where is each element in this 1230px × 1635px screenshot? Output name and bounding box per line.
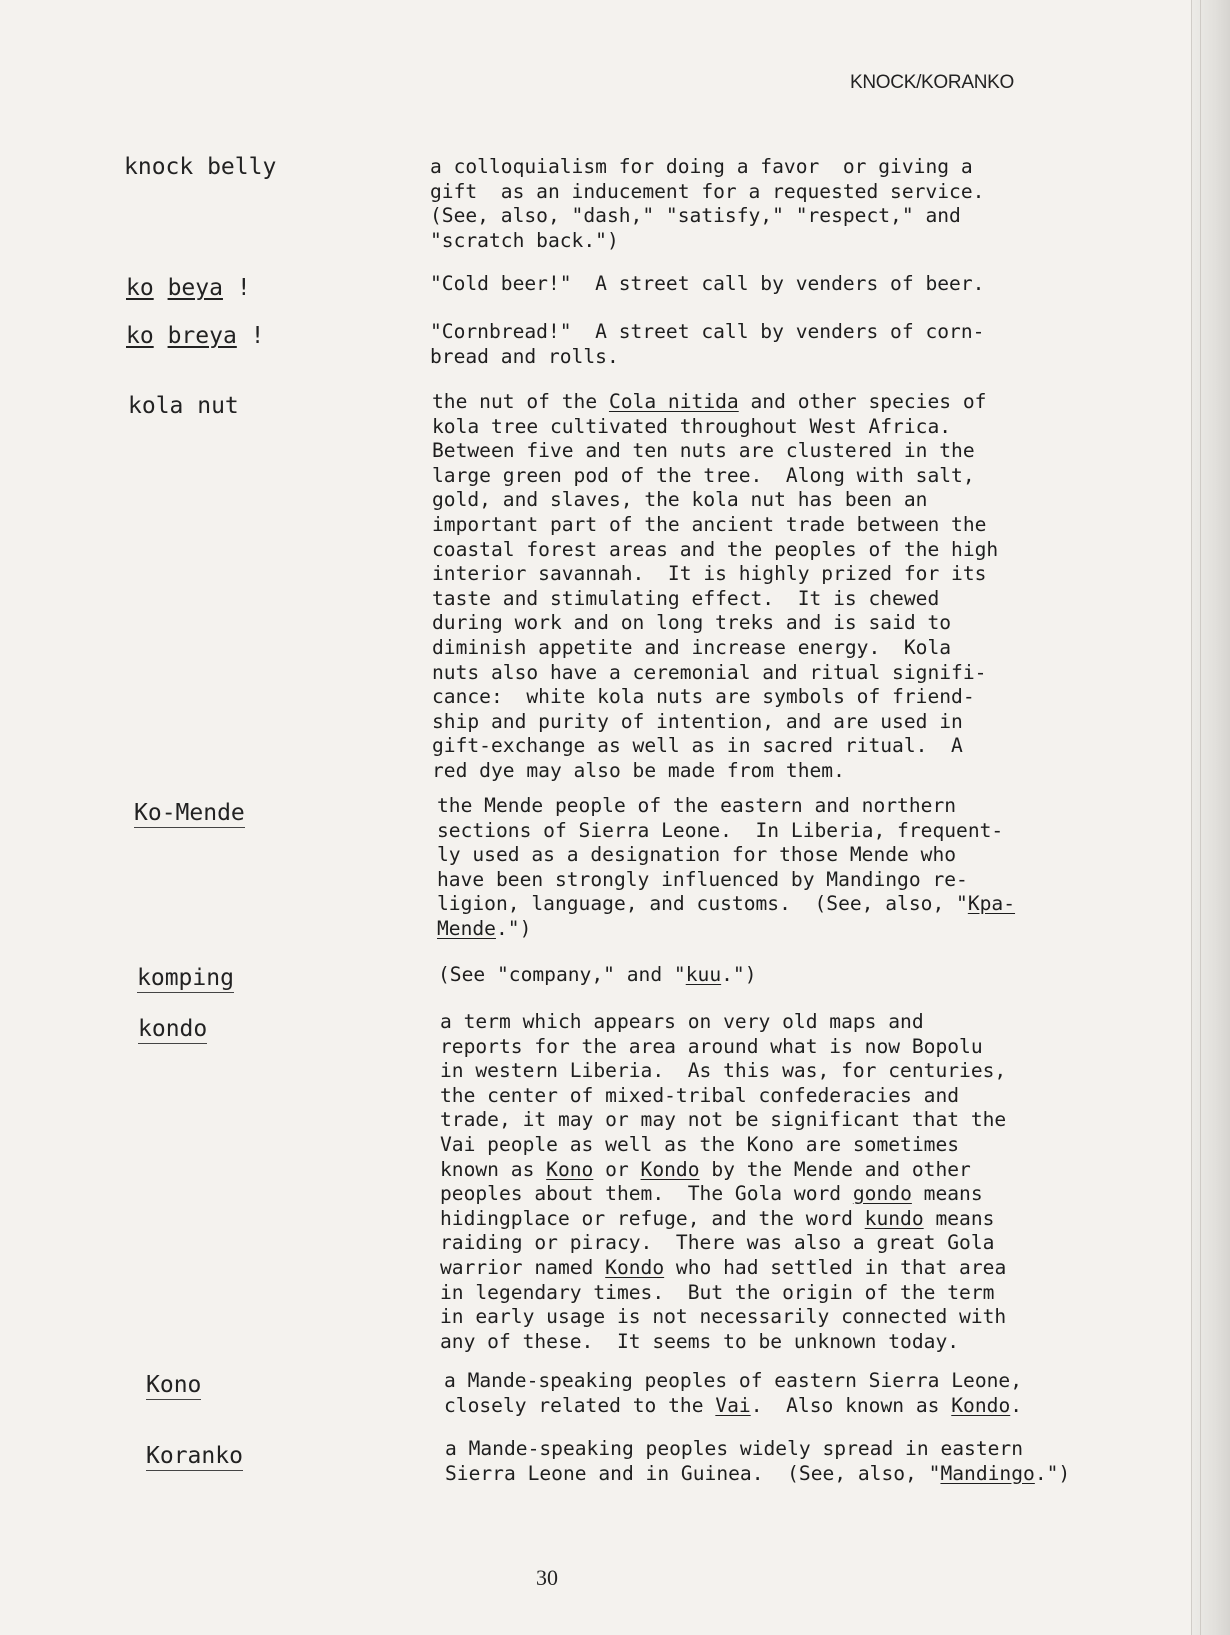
definition-line: the nut of the [432,390,609,413]
definition-line: gold, and slaves, the kola nut has been an [432,488,928,512]
definition-line: bread and rolls. [430,344,619,368]
definition-line: ship and purity of intention, and are used in [432,709,963,733]
entry-definition-ko-beya: "Cold beer!" A street call by venders of beer. [430,272,985,295]
definition-line: .") [721,963,757,986]
entry-definition-koranko [445,1437,1070,1486]
definition-line: gift as an inducement for a requested service. [430,179,985,203]
definition-line: by the Mende and other [699,1157,971,1181]
definition-line: warrior named [440,1255,606,1279]
definition-line: large green pod of the tree. Along with salt, [432,463,975,487]
definition-line: red dye may also be made from them. [432,758,845,782]
definition-line: means [923,1206,995,1230]
definition-line: . Also known as [750,1393,952,1417]
page-number: 30 [536,1565,558,1590]
definition-line: .") [1034,1461,1071,1485]
entry-definition-kono [444,1369,1022,1418]
cross-reference: Kondo [640,1157,700,1181]
term-part: breya [167,323,237,349]
entry-term-kono: Kono [146,1372,202,1398]
running-head: KNOCK/KORANKO [850,72,1014,93]
cross-reference: Kondo [605,1255,665,1279]
cross-reference: gondo [852,1182,912,1206]
entry-definition-komping [438,963,757,988]
entry-definition-ko-mende [437,794,1015,942]
definition-line: a term which appears on very old maps and [440,1010,924,1033]
entry-term-kondo: kondo [138,1016,208,1042]
definition-line: the Mende people of the eastern and northern [437,794,957,817]
definition-line: raiding or piracy. There was also a great Gola [440,1231,995,1255]
definition-line: ly used as a designation for those Mende who [437,843,957,867]
entry-definition-kola-nut [432,390,998,784]
entry-definition-knock-belly [430,155,984,253]
definition-line: ligion, language, and customs. (See, also, " [437,892,968,916]
definition-line: nuts also have a ceremonial and ritual signifi- [432,660,987,684]
entry-term-kola-nut: kola nut [128,393,239,419]
cross-reference: Kondo [951,1393,1011,1417]
definition-line: important part of the ancient trade between the [432,512,987,536]
definition-line: have been strongly influenced by Mandingo re- [437,867,968,891]
term-part: ! [236,275,251,301]
definition-line: any of these. It seems to be unknown today. [440,1329,960,1353]
entry-term-ko-breya [126,324,265,349]
definition-line: kola tree cultivated throughout West Africa. [432,414,952,438]
definition-line: during work and on long treks and is said to [432,611,952,635]
definition-line: sections of Sierra Leone. In Liberia, frequent- [437,818,1004,842]
definition-line: (See "company," and " [438,963,686,986]
definition-line: peoples about them. The Gola word [440,1182,853,1206]
definition-line: reports for the area around what is now Bopolu [440,1034,983,1058]
entry-term-ko-mende: Ko-Mende [134,800,245,826]
definition-line: means [911,1182,983,1206]
definition-line: trade, it may or may not be significant that the [440,1108,1007,1132]
definition-line: and other species of [738,390,987,413]
definition-line: a Mande-speaking peoples of eastern Sierra Leone, [444,1369,1023,1392]
cross-reference: kundo [864,1206,924,1230]
term-part: ! [250,323,265,349]
definition-line: in western Liberia. As this was, for centuries, [440,1059,1007,1083]
definition-line: "Cornbread!" A street call by venders of corn- [430,320,985,343]
page-edge [1191,0,1230,1635]
cross-reference: Mende [437,916,496,940]
entry-term-koranko: Koranko [146,1443,243,1469]
definition-line: .") [495,916,532,940]
definition-line: or [593,1157,641,1181]
definition-line: known as [440,1157,547,1181]
cross-reference: Kpa- [967,892,1016,916]
cross-reference: Mandingo [940,1461,1035,1485]
entry-term-ko-beya [126,276,251,301]
definition-line: who had settled in that area [664,1255,1007,1279]
definition-line: Between five and ten nuts are clustered in the [432,439,975,463]
entry-term-knock-belly: knock belly [124,154,277,180]
definition-line: in legendary times. But the origin of the term [440,1280,995,1304]
term-part: ko [126,323,154,349]
cross-reference: Vai [715,1393,751,1417]
cross-reference: Kono [546,1157,594,1181]
definition-line: interior savannah. It is highly prized for its [432,562,987,586]
definition-line: Vai people as well as the Kono are sometimes [440,1132,960,1156]
term-part: beya [167,275,223,301]
definition-line: (See, also, "dash," "satisfy," "respect," and [430,204,961,228]
definition-line: Sierra Leone and in Guinea. (See, also, " [445,1461,941,1485]
term-part: ko [126,275,154,301]
definition-line: coastal forest areas and the peoples of the high [432,537,999,561]
definition-line: hidingplace or refuge, and the word [440,1206,865,1230]
definition-line: gift-exchange as well as in sacred ritual. A [432,734,963,758]
definition-line: . [1010,1393,1023,1417]
definition-line: taste and stimulating effect. It is chewed [432,586,940,610]
definition-line: diminish appetite and increase energy. Kola [432,635,952,659]
cross-reference: kuu [685,963,722,986]
scientific-name: Cola nitida [608,390,739,413]
definition-line: the center of mixed-tribal confederacies and [440,1083,960,1107]
entry-definition-ko-breya [430,320,984,369]
definition-line: "scratch back.") [430,228,619,252]
definition-line: in early usage is not necessarily connected with [440,1305,1007,1329]
definition-line: closely related to the [444,1393,716,1417]
definition-line: a Mande-speaking peoples widely spread in eastern [445,1437,1024,1460]
definition-line: cance: white kola nuts are symbols of friend- [432,685,975,709]
definition-line: a colloquialism for doing a favor or giving a [430,155,973,178]
entry-definition-kondo [440,1010,1006,1354]
entry-term-komping: komping [137,965,234,991]
